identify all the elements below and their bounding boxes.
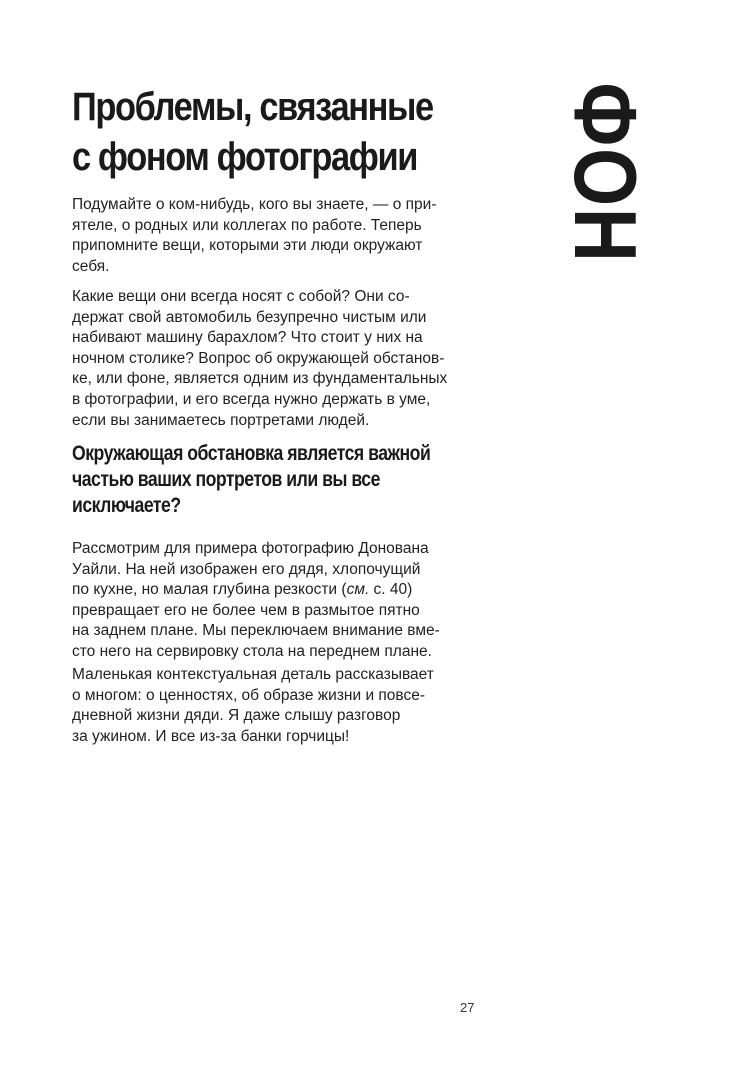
section-subheading	[72, 441, 442, 519]
text-line: за ужином. И все из-за банки горчицы!	[72, 727, 350, 745]
text-line: набивают машину барахлом? Что стоит у них на	[72, 329, 423, 347]
title-line: Проблемы, связанные	[72, 85, 433, 129]
text-line: Рассмотрим для примера фотографию Донована	[72, 540, 429, 557]
text-line: себя.	[72, 257, 110, 275]
text-line: сто него на сервировку стола на переднем плане.	[72, 642, 432, 660]
text-line: Уайли. На ней изображен его дядя, хлопочущий	[72, 560, 421, 578]
vertical-section-word	[556, 82, 655, 264]
section-word: ФОН	[556, 82, 655, 264]
text-line: Какие вещи они всегда носят с собой? Они со-	[72, 288, 410, 305]
paragraph-questions	[72, 287, 482, 431]
text-line: Подумайте о ком-нибудь, кого вы знаете, — о при-	[72, 196, 437, 213]
subheading-line: Окружающая обстановка является важной	[72, 442, 431, 465]
text-line: в фотографии, и его всегда нужно держать в уме,	[72, 390, 431, 408]
text-fragment: с. 40)	[369, 581, 413, 599]
text-line: держат свой автомобиль безупречно чистым или	[72, 308, 427, 326]
text-line: о многом: о ценностях, об образе жизни и повсе-	[72, 686, 426, 704]
paragraph-example	[72, 539, 482, 663]
title-line: с фоном фотографии	[72, 135, 418, 179]
text-line: ночном столике? Вопрос об окружающей обстанов-	[72, 349, 445, 367]
text-line: ке, или фоне, является одним из фундаментальных	[72, 370, 448, 388]
text-line: ятеле, о родных или коллегах по работе. Теперь	[72, 216, 422, 234]
text-line-with-reference	[72, 580, 482, 601]
text-line: если вы занимаетесь портретами людей.	[72, 411, 370, 429]
page-title	[72, 82, 450, 182]
subheading-line: исключаете?	[72, 494, 181, 517]
page-number: 27	[460, 1000, 475, 1015]
text-line: Маленькая контекстуальная деталь рассказывает	[72, 666, 434, 683]
text-line: дневной жизни дяди. Я даже слышу разговор	[72, 707, 401, 725]
text-line: припомните вещи, которыми эти люди окружают	[72, 237, 423, 255]
subheading-line: частью ваших портретов или вы все	[72, 468, 380, 491]
text-fragment: по кухне, но малая глубина резкости (	[72, 581, 347, 599]
paragraph-intro	[72, 195, 482, 277]
reference-abbreviation: см.	[346, 581, 370, 599]
text-line: на заднем плане. Мы переключаем внимание вме-	[72, 622, 440, 640]
paragraph-detail	[72, 665, 482, 747]
text-line: превращает его не более чем в размытое пятно	[72, 601, 420, 619]
